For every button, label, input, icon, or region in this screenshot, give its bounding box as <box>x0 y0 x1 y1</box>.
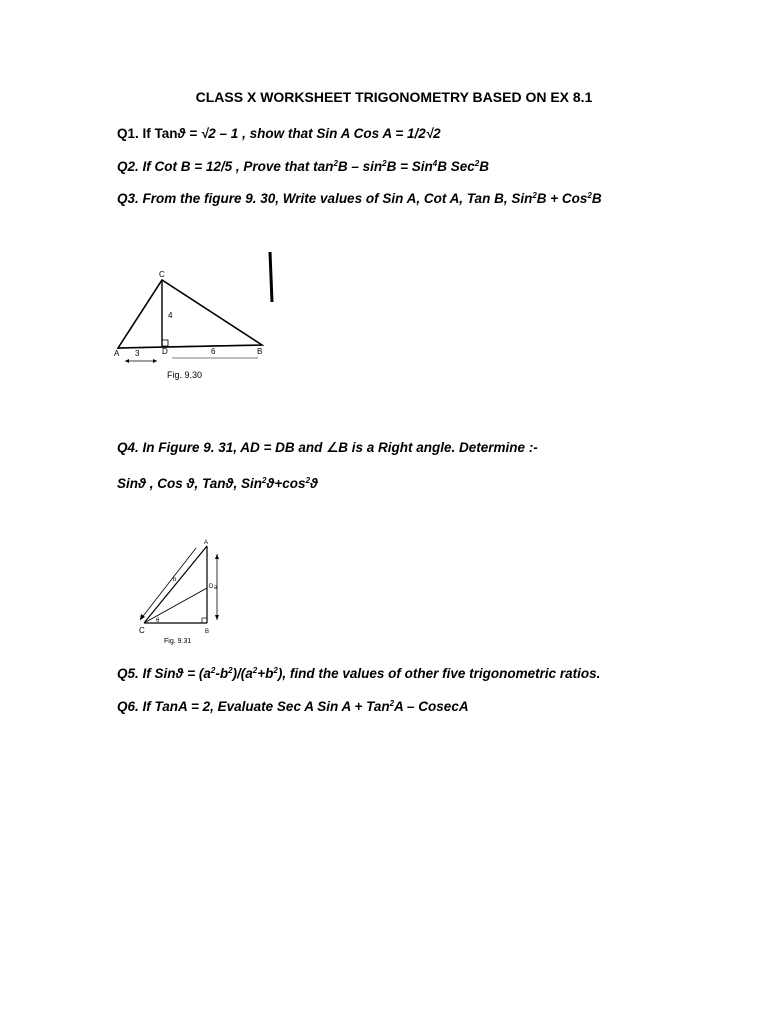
label-b-length: b <box>173 577 177 583</box>
question-2: Q2. If Cot B = 12/5 , Prove that $\tan^2B - \sin^2B = Sin^4B$ Sec$^2$B <box>117 159 489 174</box>
question-5: Q5. If $Sinϑ = (a^2-b^2)/(a^2+b^2)$, find the values of other five trigonometric ratios. <box>117 666 601 681</box>
question-6: Q6. If TanA = 2, Evaluate Sec A Sin A + Tan$^2$A – CosecA <box>117 699 469 714</box>
label-b: B <box>257 347 263 356</box>
figure-caption: Fig. 9.31 <box>164 638 192 645</box>
figure-9-31 <box>116 536 236 648</box>
side-cd <box>144 588 207 623</box>
label-d: D <box>162 347 168 356</box>
label-ad-length: 3 <box>135 349 140 358</box>
triangle-abc <box>118 280 262 348</box>
worksheet-title: CLASS X WORKSHEET TRIGONOMETRY BASED ON EX 8.1 <box>195 89 593 105</box>
label-d: D <box>209 584 214 590</box>
label-c: C <box>159 270 165 279</box>
figure-caption: Fig. 9.30 <box>167 370 203 380</box>
label-theta: θ <box>156 618 160 624</box>
scan-mark <box>270 252 272 302</box>
label-a: A <box>114 349 120 358</box>
question-1: Q1. If Tanϑ = √2 – 1 , show that Sin A Cos A = 1/2√2 <box>117 126 441 141</box>
label-b: B <box>205 629 210 635</box>
question-4-line-2: Sinϑ , Cos ϑ, Tanϑ, $Sin^2ϑ+\cos^2ϑ$ <box>117 476 318 491</box>
figure-9-30 <box>112 250 282 385</box>
side-ca <box>144 546 207 623</box>
label-cd-length: 4 <box>168 311 173 320</box>
label-db-length: 6 <box>211 347 216 356</box>
label-a: A <box>204 540 209 546</box>
question-4-line-1: Q4. In Figure 9. 31, AD = DB and ∠B is a Right angle. Determine :- <box>117 440 538 455</box>
label-a-length: a <box>214 585 218 591</box>
label-c: C <box>139 626 145 635</box>
question-3: Q3. From the figure 9. 30, Write values of Sin A, Cot A, Tan B, Sin$^2$B + Cos$^2$B <box>117 191 602 206</box>
